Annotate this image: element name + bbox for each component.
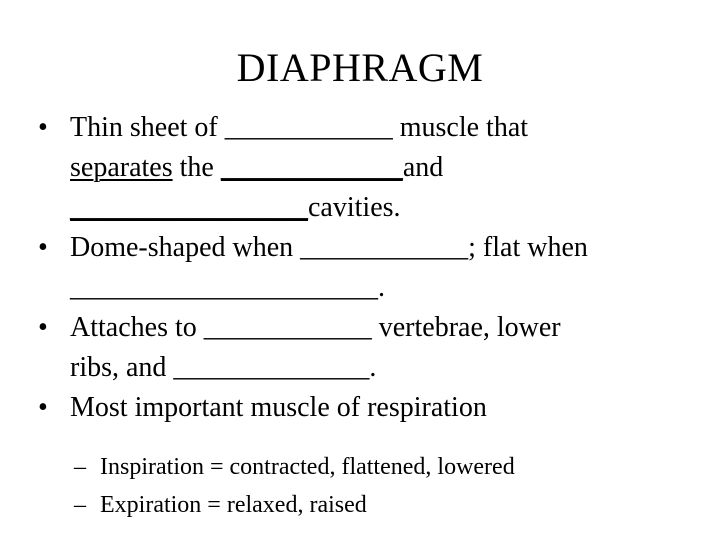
sub-bullet-text: Expiration = relaxed, raised xyxy=(100,492,367,518)
underlined-blank: _____________ xyxy=(220,152,403,183)
bullet-icon: • xyxy=(38,112,48,143)
sub-bullet-expiration xyxy=(0,486,720,524)
bullet-item-attaches xyxy=(0,308,690,388)
underlined-blank: _________________ xyxy=(70,192,308,223)
bullet-line: ribs, and ______________. xyxy=(70,352,377,383)
text-fragment: and xyxy=(402,152,444,183)
bullet-line: Dome-shaped when ____________; flat when xyxy=(70,232,588,263)
bullet-line xyxy=(70,188,690,228)
bullet-item-thin-sheet xyxy=(0,108,690,228)
slide-title: DIAPHRAGM xyxy=(236,45,484,90)
bullet-icon: • xyxy=(38,392,48,423)
sub-bullet-text: Inspiration = contracted, flattened, lowered xyxy=(100,454,515,480)
bullet-line: ______________________. xyxy=(70,272,385,303)
dash-icon: – xyxy=(74,492,86,518)
underlined-word: separates xyxy=(70,152,173,183)
dash-icon: – xyxy=(74,454,86,480)
bullet-line xyxy=(70,148,690,188)
bullet-icon: • xyxy=(38,232,48,263)
bullet-item-respiration xyxy=(0,388,690,428)
sub-bullet-list xyxy=(0,448,720,524)
bullet-line: Attaches to ____________ vertebrae, lower xyxy=(70,312,561,343)
bullet-line: Most important muscle of respiration xyxy=(70,392,487,423)
bullet-line: Thin sheet of ____________ muscle that xyxy=(70,112,529,143)
bullet-list xyxy=(0,108,720,524)
text-fragment: cavities. xyxy=(308,192,401,223)
text-fragment: the xyxy=(172,152,221,183)
sub-bullet-inspiration xyxy=(0,448,720,486)
bullet-item-dome-shaped xyxy=(0,228,690,308)
bullet-icon: • xyxy=(38,312,48,343)
